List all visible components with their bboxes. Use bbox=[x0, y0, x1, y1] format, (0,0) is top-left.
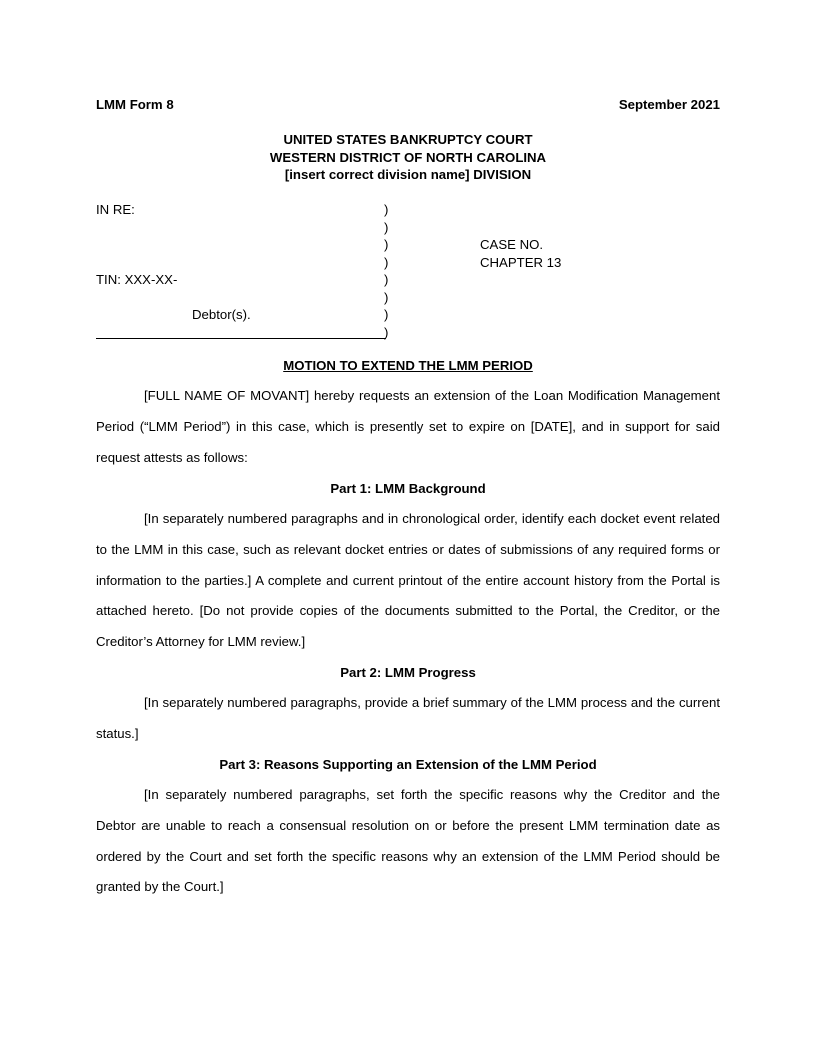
caption-paren: ) bbox=[384, 325, 389, 340]
court-division: [insert correct division name] DIVISION bbox=[284, 167, 532, 182]
caption-paren: ) bbox=[384, 202, 389, 217]
caption-paren: ) bbox=[384, 307, 389, 322]
caption-paren: ) bbox=[384, 290, 389, 305]
part-1-paragraph: [In separately numbered paragraphs and in chronological order, identify each docket event related to the LMM in this case, such as relevant docket entries or dates of submissions of any required forms or information to the parties.] A complete and current printout of the entire account history from the Portal is attached hereto. [Do not provide copies of the documents submitted to the Portal, the Creditor, or the Creditor’s Attorney for LMM review.] bbox=[96, 511, 720, 650]
part-2-heading: Part 2: LMM Progress bbox=[340, 665, 476, 680]
court-district: WESTERN DISTRICT OF NORTH CAROLINA bbox=[269, 150, 547, 165]
caption-paren: ) bbox=[384, 255, 389, 270]
intro-paragraph: [FULL NAME OF MOVANT] hereby requests an extension of the Loan Modification Management Period (“LMM Period”) in this case, which is presently set to expire on [DATE], and in support for said request attests as follows: bbox=[96, 388, 720, 465]
caption-paren: ) bbox=[384, 220, 389, 235]
part-1-heading: Part 1: LMM Background bbox=[330, 481, 486, 496]
part-2-paragraph: [In separately numbered paragraphs, provide a brief summary of the LMM process and the current status.] bbox=[96, 695, 720, 741]
caption-paren: ) bbox=[384, 272, 389, 287]
part-3-heading: Part 3: Reasons Supporting an Extension of the LMM Period bbox=[219, 757, 597, 772]
case-number-label: CASE NO. bbox=[480, 237, 544, 252]
tin-label: TIN: XXX-XX- bbox=[96, 272, 178, 287]
chapter-label: CHAPTER 13 bbox=[480, 255, 562, 270]
debtor-label: Debtor(s). bbox=[192, 307, 251, 322]
court-name: UNITED STATES BANKRUPTCY COURT bbox=[283, 132, 533, 147]
form-id: LMM Form 8 bbox=[96, 97, 174, 112]
form-date: September 2021 bbox=[618, 97, 720, 112]
in-re-label: IN RE: bbox=[96, 202, 135, 217]
motion-title: MOTION TO EXTEND THE LMM PERIOD bbox=[283, 358, 533, 373]
part-3-paragraph: [In separately numbered paragraphs, set forth the specific reasons why the Creditor and the Debtor are unable to reach a consensual resolution on or before the present LMM termination date as ordered by the Court and set forth the specific reasons why an extension of the LMM Period should be granted by the Court.] bbox=[96, 787, 720, 895]
caption-underline bbox=[96, 338, 386, 339]
caption-paren: ) bbox=[384, 237, 389, 252]
